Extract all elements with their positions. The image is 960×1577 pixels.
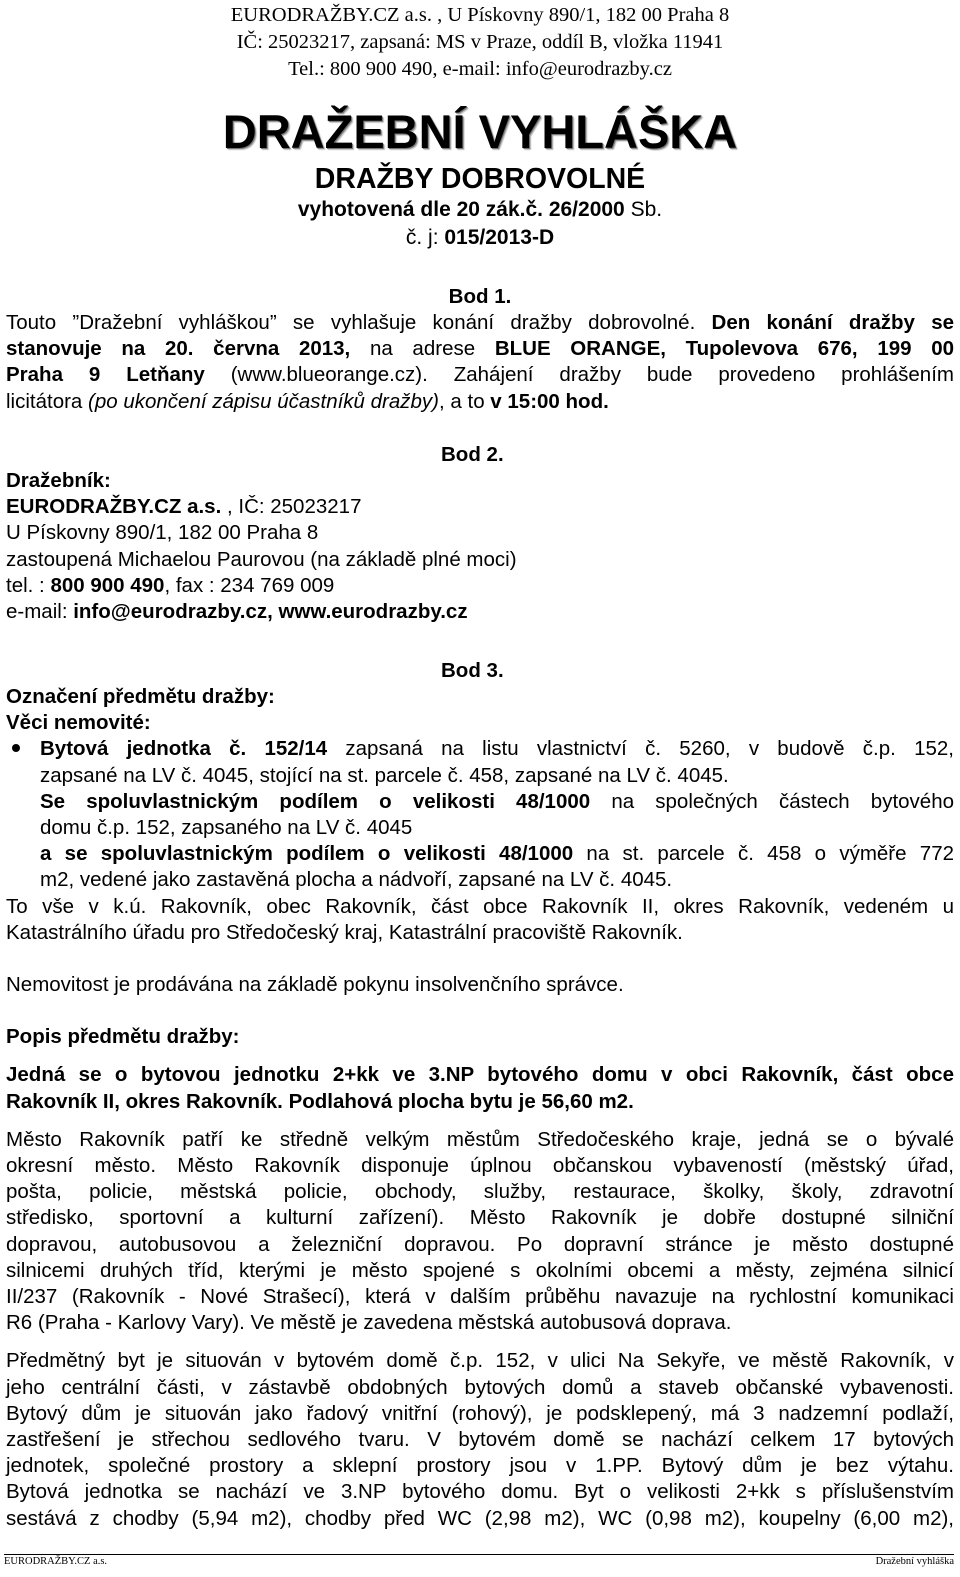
share-common-parts-desc: na společných částech bytového (590, 789, 954, 813)
section-1-text (6, 310, 954, 415)
unit-number: Bytová jednotka č. 152/14 (40, 737, 328, 761)
section-heading-1: Bod 1. (448, 285, 512, 308)
description-label: Popis předmětu dražby: (6, 1025, 240, 1049)
town-line: dopravou, autobusovou a železniční dopravou. Po dopravní stránce je město dostupné (6, 1232, 954, 1256)
bod1-l3b: (www.blueorange.cz). Zahájení dražby bude provedeno prohlášením (204, 363, 954, 387)
legal-basis-prefix: vyhotovená dle (297, 198, 457, 221)
share-land-desc: na st. parcele č. 458 o výměře 772 (573, 842, 955, 866)
legal-basis (0, 196, 960, 224)
apartment-line: jednotek, společné prostory a sklepní prostory jsou v 1.PP. Bytový dům je bez výtahu. (6, 1454, 954, 1478)
company-header (0, 0, 960, 83)
unit-registry: zapsaná na listu vlastnictví č. 5260, v budově č.p. 152, (327, 737, 954, 761)
sale-note: Nemovitost je prodávána na základě pokynu insolvenčního správce. (6, 973, 624, 997)
section-bod-1 (0, 284, 960, 415)
bod1-line-3 (6, 362, 954, 388)
bod1-l1a: Touto ”Dražební vyhláškou” se vyhlašuje konání dražby dobrovolné. (6, 311, 712, 334)
apartment-line: zastřešení je střechou sedlového tvaru. V bytovém domě se nachází celkem 17 bytových (6, 1428, 954, 1452)
auctioneer-phone (6, 573, 954, 599)
auctioneer-company-id: , IČ: 25023217 (221, 495, 362, 519)
town-line: II/237 (Rakovník - Nové Strašecí), která v dalším průběhu navazuje na rychlostní komunikaci (6, 1285, 954, 1309)
cadastral-line-2: Katastrálního úřadu pro Středočeský kraj, Katastrální pracoviště Rakovník. (6, 920, 683, 944)
bod1-line-4 (6, 389, 954, 415)
reference-value: 015/2013-D (444, 226, 555, 249)
footer-document-name: Dražební vyhláška (875, 1556, 954, 1567)
subject-label: Označení předmětu dražby: (6, 685, 275, 708)
reference-number (0, 224, 960, 252)
property-line-6: m2, vedené jako zastavěná plocha a nádvoří, zapsané na LV č. 4045. (40, 868, 673, 892)
section-heading-3: Bod 3. (441, 659, 504, 682)
legal-basis-act: 20 zák.č. 26/2000 (456, 198, 625, 221)
auctioneer-company (6, 494, 954, 520)
footer-divider (4, 1554, 954, 1555)
bod1-l4b: (po ukončení zápisu účastníků dražby) (88, 389, 440, 413)
bod1-l2b: na adrese (350, 337, 495, 361)
reference-label: č. j: (405, 226, 445, 249)
town-line: okresní město. Město Rakovník disponuje úplnou občanskou vybaveností (městský úřad, (6, 1154, 954, 1178)
auctioneer-company-name: EURODRAŽBY.CZ a.s. (6, 495, 222, 519)
header-line-1: EURODRAŽBY.CZ a.s. , U Pískovny 890/1, 182 00 Praha 8 (230, 4, 730, 26)
town-line: Město Rakovník patří ke středně velkým městům Středočeského kraje, jedná se o bývalé (6, 1127, 954, 1151)
cadastral-line-1: To vše v k.ú. Rakovník, obec Rakovník, část obce Rakovník II, okres Rakovník, vedeném u (6, 894, 954, 918)
bod1-l3a: Praha 9 Letňany (6, 363, 205, 387)
apartment-description (6, 1348, 954, 1531)
bod1-line-2 (6, 336, 954, 362)
description-summary-2: Rakovník II, okres Rakovník. Podlahová plocha bytu je 56,60 m2. (6, 1089, 634, 1113)
document-subtitle: DRAŽBY DOBROVOLNÉ (314, 163, 646, 195)
bod1-l4a: licitátora (6, 389, 89, 413)
auctioneer-address: U Pískovny 890/1, 182 00 Praha 8 (6, 521, 319, 545)
phone-value: 800 900 490 (50, 573, 165, 597)
town-description (6, 1127, 954, 1337)
property-line-5 (40, 841, 954, 867)
apartment-line: Bytový dům je situován jako řadový vnitřní (rohový), je podsklepený, má 3 nadzemní podlaží, (6, 1401, 954, 1425)
fax-value: , fax : 234 769 009 (164, 573, 335, 597)
phone-label: tel. : (6, 573, 51, 597)
auctioneer-email (6, 599, 954, 625)
bod1-l4c: , a to (439, 389, 491, 413)
town-line: silnicemi druhých tříd, kterými je město spojené s okolními obcemi a městy, zejména silnicí (6, 1258, 954, 1282)
bod1-l2c: BLUE ORANGE, Tupolevova 676, 199 00 (494, 337, 955, 361)
property-list-item (6, 736, 954, 893)
property-line-2: zapsané na LV č. 4045, stojící na st. parcele č. 458, zapsané na LV č. 4045. (40, 763, 729, 787)
email-value: info@eurodrazby.cz, www.eurodrazby.cz (73, 600, 468, 624)
title-block (0, 104, 960, 252)
apartment-line: sestává z chodby (5,94 m2), chodby před WC (2,98 m2), WC (0,98 m2), koupelny (6,00 m2), (6, 1506, 954, 1530)
bod1-l4d: v 15:00 hod. (490, 389, 609, 413)
section-3-text (6, 684, 954, 1532)
town-line: R6 (Praha - Karlovy Vary). Ve městě je zavedena městská autobusová doprava. (6, 1311, 732, 1335)
apartment-line: Bytová jednotka se nachází ve 3.NP bytového domu. Byt o velikosti 2+kk s příslušenstvím (6, 1480, 954, 1504)
property-line-1 (40, 736, 954, 762)
section-bod-2 (0, 442, 960, 625)
bod1-l1b: Den konání dražby se (711, 311, 954, 334)
legal-basis-suffix: Sb. (624, 198, 663, 221)
share-common-parts: Se spoluvlastnickým podílem o velikosti 48/1000 (40, 789, 591, 813)
bod1-l2a: stanovuje na 20. června 2013, (6, 337, 351, 361)
header-line-3: Tel.: 800 900 490, e-mail: info@eurodrazby.cz (288, 58, 672, 80)
section-heading-2: Bod 2. (441, 443, 504, 466)
share-land: a se spoluvlastnickým podílem o velikosti 48/1000 (40, 842, 574, 866)
footer-company: EURODRAŽBY.CZ a.s. (4, 1556, 108, 1567)
bod1-line-1 (6, 310, 954, 336)
header-line-2: IČ: 25023217, zapsaná: MS v Praze, oddíl B, vložka 11941 (236, 31, 724, 53)
bullet-icon (12, 744, 20, 752)
apartment-line: jeho centrální části, v zástavbě obdobných bytových domů a staveb občanské vybavenosti. (6, 1375, 954, 1399)
town-line: středisko, sportovní a kulturní zařízení). Město Rakovník je dobře dostupné silniční (6, 1206, 954, 1230)
section-2-text (6, 468, 954, 625)
apartment-line: Předmětný byt je situován v bytovém domě č.p. 152, v ulici Na Sekyře, ve městě Rakovník, v (6, 1349, 954, 1373)
email-label: e-mail: (6, 600, 74, 624)
property-type-label: Věci nemovité: (6, 711, 151, 735)
property-line-3 (40, 789, 954, 815)
property-line-4: domu č.p. 152, zapsaného na LV č. 4045 (40, 816, 413, 840)
auctioneer-label: Dražebník: (6, 469, 111, 492)
section-bod-3 (0, 658, 960, 1532)
document-title: DRAŽEBNÍ VYHLÁŠKA (222, 105, 738, 158)
auctioneer-representative: zastoupená Michaelou Paurovou (na základě plné moci) (6, 547, 517, 571)
town-line: pošta, policie, městská policie, obchody, služby, restaurace, školky, školy, zdravotní (6, 1180, 954, 1204)
description-summary-1: Jedná se o bytovou jednotku 2+kk ve 3.NP bytového domu v obci Rakovník, část obce (6, 1063, 954, 1087)
